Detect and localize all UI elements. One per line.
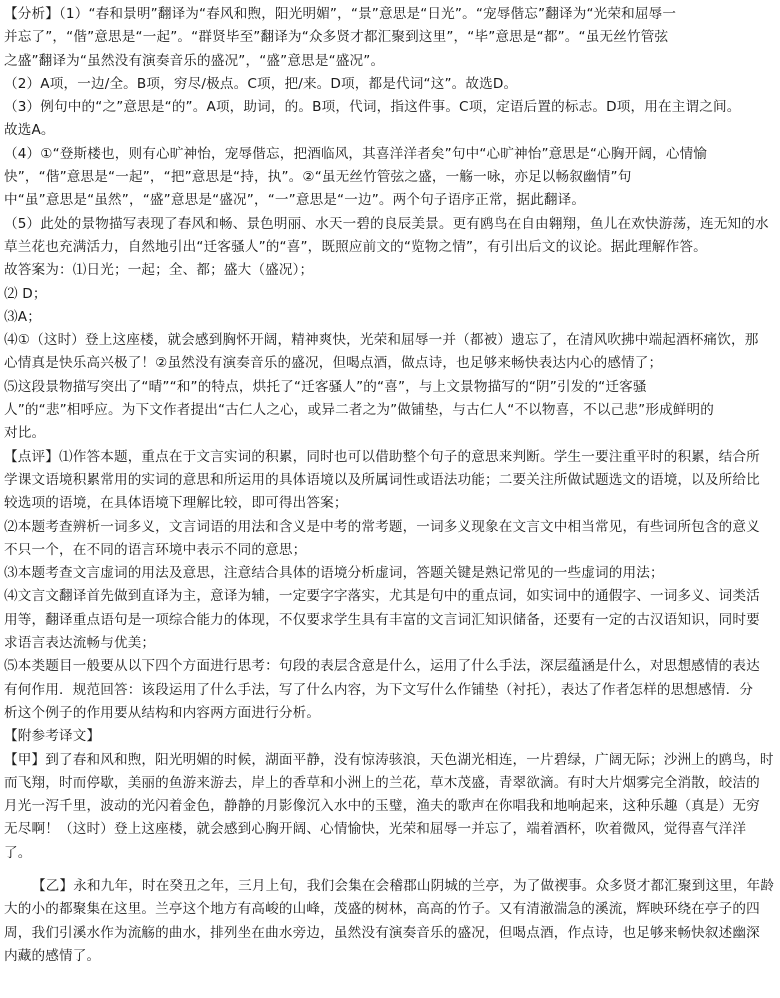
translation-jia-line-2: 而飞翔，时而停歇，美丽的鱼游来游去，岸上的香草和小洲上的兰花，草木茂盛，青翠欲滴。有时大片烟雾完全消散，皎洁的 (4, 774, 760, 791)
translation-yi-line-2: 大的小的都聚集在这里。兰亭这个地方有高峻的山峰，茂盛的树林，高高的竹子。又有清澈湍急的溪流，辉映环绕在亭子的四 (4, 901, 760, 918)
analysis-line-10: （5）此处的景物描写表现了春风和畅、景色明丽、水天一碧的良辰美景。更有鸥鸟在自由翱翔，鱼儿在欢快游荡，连无知的水 (4, 215, 769, 232)
analysis-line-1: 【分析】（1）“春和景明”翻译为“春风和煦，阳光明媚”，“景”意思是“日光”。“宠辱偕忘”翻译为“光荣和屈辱一 (4, 6, 677, 22)
comment-line-8: 用等，翻译重点语句是一项综合能力的体现，不仅要求学生具有丰富的文言词汇知识储备，还要有一定的古汉语知识，同时要 (4, 611, 760, 628)
analysis-line-3: 之盛”翻译为“虽然没有演奏音乐的盛况”，“盛”意思是“盛况”。 (4, 52, 385, 69)
answer-line-8: 对比。 (4, 425, 46, 442)
comment-line-7: ⑷文言文翻译首先做到直译为主，意译为辅，一定要字字落实，尤其是句中的重点词，如实词中的通假字、一词多义、词类活 (4, 588, 760, 605)
translation-jia-line-4: 无尽啊！（这时）登上这座楼，就会感到心胸开阔、心情愉快，光荣和屈辱一并忘了，端着酒杯，吹着微风，觉得喜气洋洋 (4, 821, 747, 838)
answer-line-5: 心情真是快乐高兴极了！②虽然没有演奏音乐的盛况，但喝点酒，做点诗，也足够来畅快表达内心的感情了； (4, 355, 663, 372)
analysis-line-8: 快”，“偕”意思是“一起”，“把”意思是“持，执”。②“虽无丝竹管弦之盛，一觞一咏，亦足以畅叙幽情”句 (4, 169, 632, 186)
translation-jia-line-3: 月光一泻千里，波动的光闪着金色，静静的月影像沉入水中的玉璧，渔夫的歌声在你唱我和地响起来，这种乐趣（真是）无穷 (4, 798, 760, 815)
answer-line-4: ⑷①（这时）登上这座楼，就会感到胸怀开阔，精神爽快，光荣和屈辱一并（都被）遗忘了，在清风吹拂中端起酒杯痛饮，那 (4, 332, 759, 349)
comment-line-10: ⑸本类题目一般要从以下四个方面进行思考：句段的表层含意是什么，运用了什么手法，深层蕴涵是什么，对思想感情的表达 (4, 658, 760, 675)
translation-jia-line-1: 【甲】到了春和风和煦，阳光明媚的时候，湖面平静，没有惊涛骇浪，天色湖光相连，一片碧绿，广阔无际；沙洲上的鸥鸟，时 (4, 751, 774, 768)
comment-line-3: 较选项的语境，在具体语境下理解比较，即可得出答案； (4, 495, 348, 512)
comment-line-4: ⑵本题考查辨析一词多义，文言词语的用法和含义是中考的常考题，一词多义现象在文言文中相当常见，有些词所包含的意义 (4, 518, 760, 535)
answer-line-1: 故答案为：⑴日光；一起；全、都；盛大（盛况）； (4, 262, 314, 279)
translation-yi-line-1: 【乙】永和九年，时在癸丑之年，三月上旬，我们会集在会稽郡山阴城的兰亭，为了做禊事。众多贤才都汇聚到这里，年龄 (32, 877, 775, 894)
answer-line-2: ⑵ D； (4, 285, 47, 302)
analysis-line-4: （2）A项，一边/全。B项，穷尽/极点。C项，把/来。D项，都是代词“这”。故选D。 (4, 75, 518, 92)
analysis-line-5: （3）例句中的“之”意思是“的”。A项，助词，的。B项，代词，指这件事。C项，定语后置的标志。D项，用在主谓之间。 (4, 99, 741, 116)
paragraph-gap (4, 865, 776, 875)
translation-yi-line-4: 内藏的感情了。 (4, 947, 101, 964)
answer-line-6: ⑸这段景物描写突出了“晴”“和”的特点，烘托了“迁客骚人”的“喜”，与上文景物描写的“阴”引发的“迁客骚 (4, 378, 647, 395)
analysis-line-11: 草兰花也充满活力，自然地引出“迁客骚人”的“喜”，既照应前文的“览物之情”，有引出后文的议论。据此理解作答。 (4, 238, 707, 255)
answer-line-3: ⑶A； (4, 308, 41, 325)
translation-yi-line-3: 周，我们引溪水作为流觞的曲水，排列坐在曲水旁边，虽然没有演奏音乐的盛况，但喝点酒，作点诗，也足够来畅快叙述幽深 (4, 924, 760, 941)
analysis-line-9: 中“虽”意思是“虽然”，“盛”意思是“盛况”，“一”意思是“一边”。两个句子语序正常，据此翻译。 (4, 192, 586, 209)
translation-jia-line-5: 了。 (4, 844, 32, 861)
comment-line-11: 有何作用．规范回答：该段运用了什么手法，写了什么内容，为下文写什么作铺垫（衬托），表达了作者怎样的思想感情．分 (4, 681, 754, 698)
comment-line-6: ⑶本题考查文言虚词的用法及意思，注意结合具体的语境分析虚词，答题关键是熟记常见的一些虚词的用法； (4, 565, 664, 582)
comment-line-12: 析这个例子的作用要从结构和内容两方面进行分析。 (4, 704, 321, 721)
analysis-line-2: 并忘了”，“偕”意思是“一起”。“群贤毕至”翻译为“众多贤才都汇聚到这里”，“毕”意思是“都”。“虽无丝竹管弦 (4, 29, 669, 46)
analysis-line-7: （4）①“登斯楼也，则有心旷神怡，宠辱偕忘，把酒临风，其喜洋洋者矣”句中“心旷神怡”意思是“心胸开阔，心情愉 (4, 145, 708, 162)
comment-line-9: 求语言表达流畅与优美； (4, 635, 156, 652)
comment-line-5: 不只一个，在不同的语言环境中表示不同的意思； (4, 541, 307, 558)
answer-line-7: 人”的“悲”相呼应。为下文作者提出“古仁人之心，或异二者之为”做铺垫，与古仁人“不以物喜，不以己悲”形成鲜明的 (4, 402, 715, 419)
analysis-line-6: 故选A。 (4, 122, 55, 139)
comment-line-2: 学课文语境积累常用的实词的意思和所运用的具体语境以及所属词性或语法功能；二要关注所做试题选文的语境，以及所给比 (4, 471, 760, 488)
translation-heading: 【附参考译文】 (4, 728, 101, 745)
comment-line-1: 【点评】⑴作答本题，重点在于文言实词的积累，同时也可以借助整个句子的意思来判断。学生一要注重平时的积累，结合所 (4, 448, 760, 465)
